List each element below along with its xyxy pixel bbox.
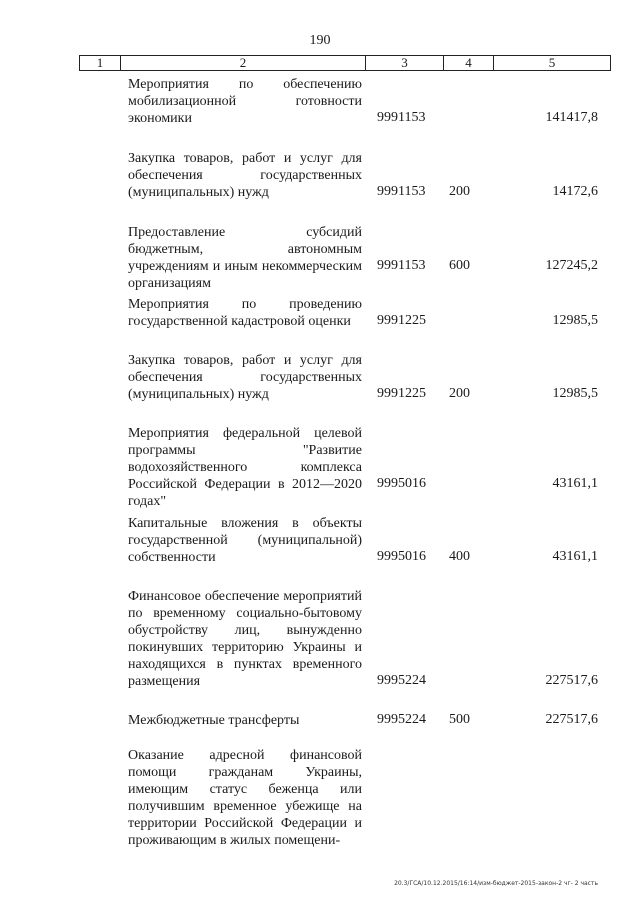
page-number: 190 [309,33,331,48]
row-code: 9995224 [377,673,426,688]
row-code: 9995224 [377,712,426,727]
header-col-2: 2 [121,56,366,70]
row-description: Мероприятия по обеспечению мобилизационной готовности экономики [128,77,362,126]
row-code: 9991225 [377,313,426,328]
header-col-3: 3 [366,56,444,70]
header-col-4: 4 [444,56,494,70]
row-amount: 12985,5 [552,313,598,328]
row-amount: 43161,1 [552,476,598,491]
row-amount: 127245,2 [545,258,598,273]
row-code: 9991153 [377,184,426,199]
row-description: Мероприятия федеральной целевой программы "Развитие водохозяйственного комплекса Российской Федерации в 2012—2020 годах" [128,426,362,509]
row-description: Закупка товаров, работ и услуг для обеспечения государственных (муниципальных) нужд [128,151,362,200]
table-header [79,55,611,71]
row-code: 9995016 [377,549,426,564]
document-footer: 20.3/ГСА/10.12.2015/16:14/изм-бюджет-2015-закон-2 чг- 2 часть [394,880,598,887]
header-col-5: 5 [548,55,556,70]
row-subcode: 400 [449,549,470,564]
row-description: Межбюджетные трансферты [128,713,300,728]
row-amount: 43161,1 [552,549,598,564]
row-subcode: 200 [449,386,470,401]
row-amount: 14172,6 [552,184,598,199]
row-subcode: 500 [449,712,470,727]
row-code: 9991153 [377,258,426,273]
row-description: Оказание адресной финансовой помощи гражданам Украины, имеющим статус беженца или получившим временное убежище на территории Российской Федерации и проживающим в жилых помещени- [128,748,362,848]
row-code: 9991225 [377,386,426,401]
row-subcode: 600 [449,258,470,273]
row-code: 9991153 [377,110,426,125]
row-subcode: 200 [449,184,470,199]
row-amount: 12985,5 [552,386,598,401]
row-amount: 227517,6 [545,712,598,727]
row-description: Закупка товаров, работ и услуг для обеспечения государственных (муниципальных) нужд [128,353,362,402]
row-description: Капитальные вложения в объекты государственной (муниципальной) собственности [128,516,362,565]
row-code: 9995016 [377,476,426,491]
row-description: Предоставление субсидий бюджетным, автономным учреждениям и иным некоммерческим организациям [128,225,362,291]
row-description: Финансовое обеспечение мероприятий по временному социально-бытовому обустройству лиц, вынужденно покинувших территорию Украины и находящихся в пунктах временного размещения [128,589,362,689]
header-col-1: 1 [80,56,121,70]
row-amount: 227517,6 [545,673,598,688]
row-amount: 141417,8 [545,110,598,125]
row-description: Мероприятия по проведению государственной кадастровой оценки [128,297,362,329]
